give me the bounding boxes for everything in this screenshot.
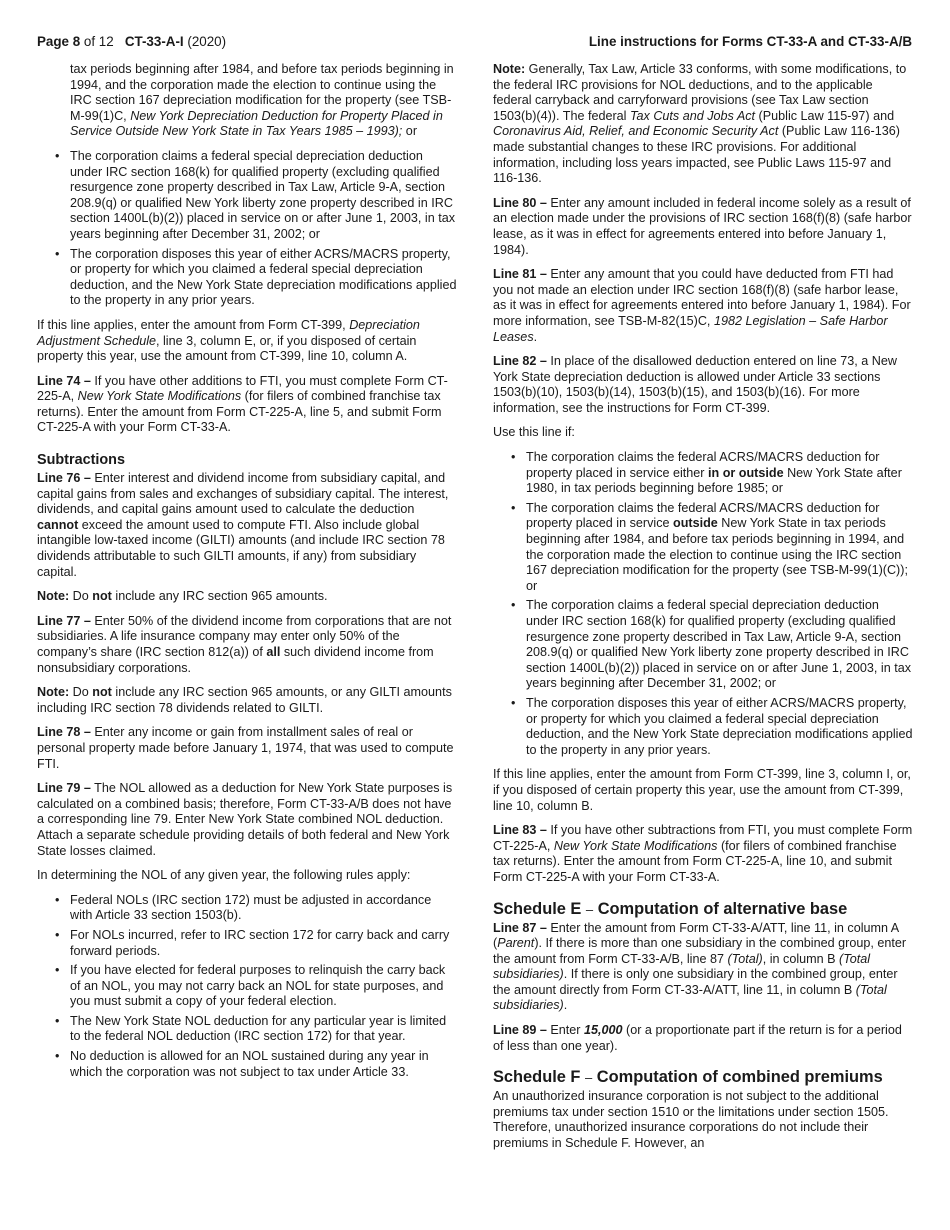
page-of: of 12 [80,34,125,49]
line-74: Line 74 – If you have other additions to FTI, you must complete Form CT-225-A, New York State Modifications (for filers of combined franchise tax returns). Enter the amount from Form CT-225-A, line 5, and submit Form CT-225-A with your Form CT-33-A. [37,373,448,435]
line-76: Line 76 – Enter interest and dividend income from subsidiary capital, and capital gains from sales and exchanges of subsidiary capital. The interest, dividends, and capital gains amount used to calculate the deduction cannot exceed the amount used to compute FTI. Also include global intangible low-taxed income (GILTI) amounts (and include IRC section 78 dividends attributable to such GILTI amounts, if any) from subsidiary capital. [37,471,449,579]
schedule-f-heading: Schedule F – Computation of combined premiums [493,1068,883,1087]
line-82: Line 82 – In place of the disallowed deduction entered on line 73, a New York State depreciation deduction is allowed under Article 33 sections 1503(b)(10), 1503(b)(14), 1503(b)(15), and 1503(b)(16). For more information, see the instructions for Form CT-399. [493,354,897,415]
line-78: Line 78 – Enter any income or gain from installment sales of real or personal property made before January 1, 1974, that was used to compute FTI. [37,725,454,771]
applies-paragraph: If this line applies, enter the amount from Form CT-399, line 3, column I, or, if you disposed of certain property this year, use the amount from CT-399, line 10, column B. [493,767,911,813]
right-column [493,62,914,1161]
list-item: • The corporation claims the federal ACRS/MACRS deduction for property placed in service outside New York State in tax periods beginning after 1984, and before tax periods beginning in 1994, and the corporation made the election to continue using the IRC section 167 depreciation modification for the property (see TSB-M-99(1)(C)); or [493,501,914,595]
use-if-bullets [493,450,914,758]
line-79: Line 79 – The NOL allowed as a deduction for New York State purposes is calculated on a combined basis; therefore, Form CT-33-A/B does not have a corresponding line 79. Enter New York State combined NOL deduction. Attach a separate schedule providing details of both federal and New York State losses claimed. [37,781,453,858]
subtractions-heading: Subtractions [37,452,125,469]
applies-paragraph: If this line applies, enter the amount from Form CT-399, Depreciation Adjustment Schedule, line 3, column E, or, if you disposed of certain property this year, use the amount from CT-399, line 10, column A. [37,317,420,364]
note-965: Note: Do not include any IRC section 965 amounts. [37,589,328,604]
depreciation-bullets [37,149,457,309]
list-item: • The corporation disposes this year of either ACRS/MACRS property, or property for which you claimed a federal special depreciation deduction, and the New York State depreciation modifications applied to the property in any prior years. [493,696,914,758]
list-item: • No deduction is allowed for an NOL sustained during any year in which the corporation was not subject to tax under Article 33. [37,1049,457,1080]
note-gilti: Note: Do not include any IRC section 965 amounts, or any GILTI amounts including IRC section 78 dividends related to GILTI. [37,685,452,715]
left-column [37,62,457,1089]
schedule-e-heading: Schedule E – Computation of alternative base [493,899,848,918]
list-item: • The corporation disposes this year of either ACRS/MACRS property, or property for which you claimed a federal special depreciation deduction, and the New York State depreciation modifications applied to the property in any prior years. [37,247,457,309]
form-id: CT-33-A-I [124,34,184,49]
nol-rules [37,893,457,1081]
line-83: Line 83 – If you have other subtractions from FTI, you must complete Form CT-225-A, New York State Modifications (for filers of combined franchise tax returns). Enter the amount from Form CT-225-A, line 10, and submit Form CT-225-A with your Form CT-33-A. [493,823,913,884]
line-81: Line 81 – Enter any amount that you could have deducted from FTI had you not made an election under IRC section 168(f)(8) (safe harbor lease, as it was in effect for agreements entered into before January 1, 1984). For more information, see TSB-M-82(15)C, 1982 Legislation – Safe Harbor Leases. [493,267,911,344]
line-87: Line 87 – Enter the amount from Form CT-33-A/ATT, line 11, in column A (Parent). If there is more than one subsidiary in the combined group, enter the amount from Form CT-33-A/B, line 87 (Total), in column B (Total subsidiaries). If there is only one subsidiary in the combined group, enter the amount directly from Form CT-33-A/ATT, line 11, in column B (Total subsidiaries). [493,920,907,1013]
line-77: Line 77 – Enter 50% of the dividend income from corporations that are not subsidiaries. A life insurance company may enter only 50% of the company’s share (IRC section 812(a)) of all such dividend income from nonsubsidiary corporations. [37,613,452,675]
form-year: (2020) [183,34,227,49]
page-label: Page [37,34,73,49]
list-item: • If you have elected for federal purposes to relinquish the carry back of an NOL, you may not carry back an NOL for state purposes, and you must submit a copy of your federal election. [37,963,457,1010]
page-number: 8 [72,34,81,49]
list-item: • Federal NOLs (IRC section 172) must be adjusted in accordance with Article 33 section 1503(b). [37,893,457,924]
list-item: • For NOLs incurred, refer to IRC section 172 for carry back and carry forward periods. [37,928,457,959]
list-item: • The corporation claims a federal special depreciation deduction under IRC section 168(k) for qualified property (excluding qualified resurgence zone property described in Tax Law, Article 9-A, section 208.9(q) or qualified New York liberty zone property described in IRC section 1400L(b)(2)) placed in service on or after June 1, 2003, in tax years beginning after December 31, 2002; or [493,598,914,692]
list-item: • The New York State NOL deduction for any particular year is limited to the federal NOL deduction (IRC section 172) for that year. [37,1014,457,1045]
list-item: • The corporation claims the federal ACRS/MACRS deduction for property placed in service either in or outside New York State after 1980, in tax periods beginning before 1985; or [493,450,914,497]
schedule-f-text: An unauthorized insurance corporation is not subject to the additional premiums tax under section 1510 or the limitations under section 1505. Therefore, unauthorized insurance corporations do not include their premiums in Schedule F. However, an [493,1089,889,1151]
note-nol: Note: Generally, Tax Law, Article 33 conforms, with some modifications, to the federal IRC provisions for NOL deductions, and to the applicable federal carryback and carryforward provisions (see Tax Law section 1503(b)(4)). The federal Tax Cuts and Jobs Act (Public Law 115-97) and Coronavirus Aid, Relief, and Economic Security Act (Public Law 116-136) made substantial changes to these IRC provisions. For additional information, including loss years impacted, see Public Laws 115-97 and 116-136. [493,62,907,186]
use-if: Use this line if: [493,425,575,440]
page-header [37,34,912,52]
nol-intro: In determining the NOL of any given year, the following rules apply: [37,868,411,883]
continued-paragraph: tax periods beginning after 1984, and before tax periods beginning in 1994, and the corporation made the election to continue using the IRC section 167 depreciation modification for the property (see TSB-M-99(1)C, New York Depreciation Deduction for Property Placed in Service Outside New York State in Tax Years 1985 – 1993); or [70,62,454,139]
page-header-title: Line instructions for Forms CT-33-A and CT-33-A/B [588,34,912,49]
line-80: Line 80 – Enter any amount included in federal income solely as a result of an election made under the provisions of IRC section 168(f)(8) (safe harbor lease, as it was in effect for agreements entered into before January 1, 1984). [493,195,912,257]
list-item: • The corporation claims a federal special depreciation deduction under IRC section 168(k) for qualified property (excluding qualified resurgence zone property described in Tax Law, Article 9-A, section 208.9(q) or qualified New York liberty zone property described in IRC section 1400L(b)(2)) placed in service on or after June 1, 2003, in tax years beginning after December 31, 2002; or [37,149,457,243]
page-header-left [37,34,226,49]
line-89: Line 89 – Enter 15,000 (or a proportionate part if the return is for a period of less than one year). [493,1023,902,1053]
